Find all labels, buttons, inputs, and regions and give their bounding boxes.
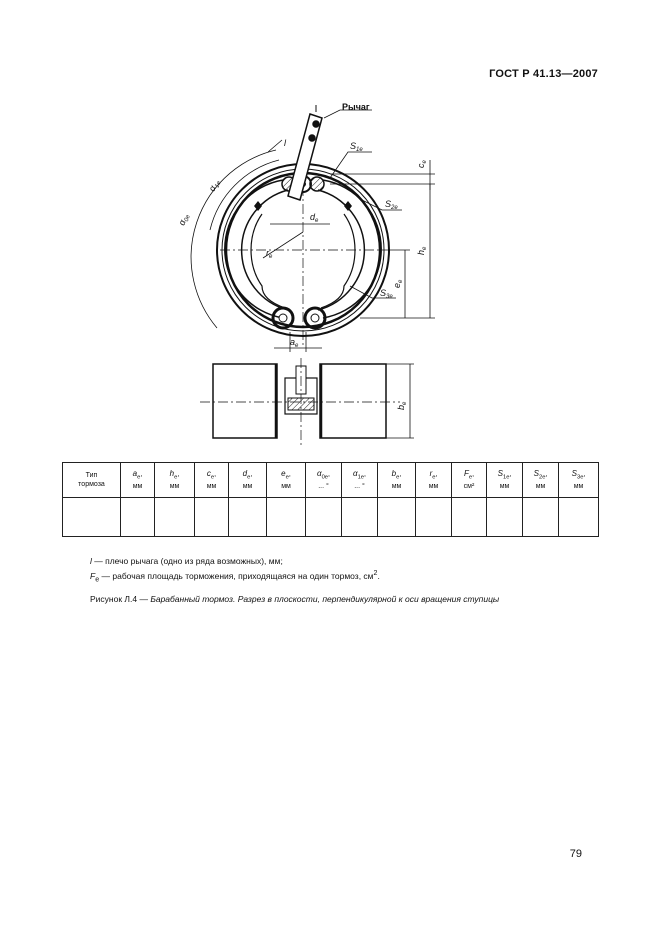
side-section-view [200, 358, 414, 445]
brake-shoe-right [318, 180, 381, 318]
table-cell [121, 498, 155, 537]
label-alpha0: $\alpha_{0e}$ [176, 214, 192, 227]
label-a: $a_e$ [290, 337, 299, 349]
table-cell [452, 498, 487, 537]
label-s3: $S_{3e}$ [380, 288, 393, 300]
figure-caption: Рисунок Л.4 — Барабанный тормоз. Разрез в плоскости, перпендикулярной к оси вращения ступицы [90, 594, 500, 604]
table-cell [487, 498, 523, 537]
table-cell [155, 498, 195, 537]
col-header-s3: $S_{3e}$, мм [559, 463, 599, 498]
table-cell [195, 498, 229, 537]
table-cell [63, 498, 121, 537]
label-lever: Рычаг [342, 102, 370, 112]
table-cell [559, 498, 599, 537]
col-header-a: $a_e$, мм [121, 463, 155, 498]
col-header-b: $b_e$, мм [378, 463, 416, 498]
table-cell [342, 498, 378, 537]
col-header-alpha1: $\alpha_{1e}$, ... ° [342, 463, 378, 498]
table-cell [229, 498, 267, 537]
label-d: $d_e$ [310, 212, 319, 224]
label-s1: $S_{1e}$ [350, 141, 363, 153]
col-header-h: $h_e$, мм [155, 463, 195, 498]
brake-shoe-left [225, 180, 288, 318]
note-braking-area: $F_e$ — рабочая площадь торможения, приходящаяся на один тормоз, $см^2$. [90, 569, 380, 584]
col-header-f: $F_e$, см² [452, 463, 487, 498]
label-b: $b_e$ [396, 401, 408, 410]
label-l: l [284, 138, 286, 148]
table-cell [523, 498, 559, 537]
label-e: $e_e$ [392, 279, 404, 288]
table-cell [267, 498, 306, 537]
col-header-d: $d_e$, мм [229, 463, 267, 498]
col-header-s1: $S_{1e}$, мм [487, 463, 523, 498]
table-row [63, 498, 599, 537]
document-code: ГОСТ Р 41.13—2007 [489, 68, 598, 80]
col-header-alpha0: $\alpha_{0e}$, ... ° [306, 463, 342, 498]
table-header-row [63, 463, 599, 498]
col-header-c: $c_e$, мм [195, 463, 229, 498]
brake-drawing [0, 0, 662, 460]
col-header-e: $e_e$, мм [267, 463, 306, 498]
label-alpha1: $\alpha_{1e}$ [206, 180, 223, 193]
col-header-s2: $S_{2e}$, мм [523, 463, 559, 498]
table-cell [306, 498, 342, 537]
page-number: 79 [569, 848, 582, 860]
col-header-brake-type: Тип тормоза [63, 463, 121, 498]
label-r: $r_e$ [266, 248, 273, 260]
label-c: $c_e$ [416, 160, 428, 168]
note-lever-arm: l — плечо рычага (одно из ряда возможных), мм; [90, 556, 283, 566]
label-s2: $S_{2e}$ [385, 199, 398, 211]
table-cell [416, 498, 452, 537]
label-h: $h_e$ [416, 246, 428, 255]
col-header-r: $r_e$, мм [416, 463, 452, 498]
table-cell [378, 498, 416, 537]
parameters-table [62, 462, 599, 537]
